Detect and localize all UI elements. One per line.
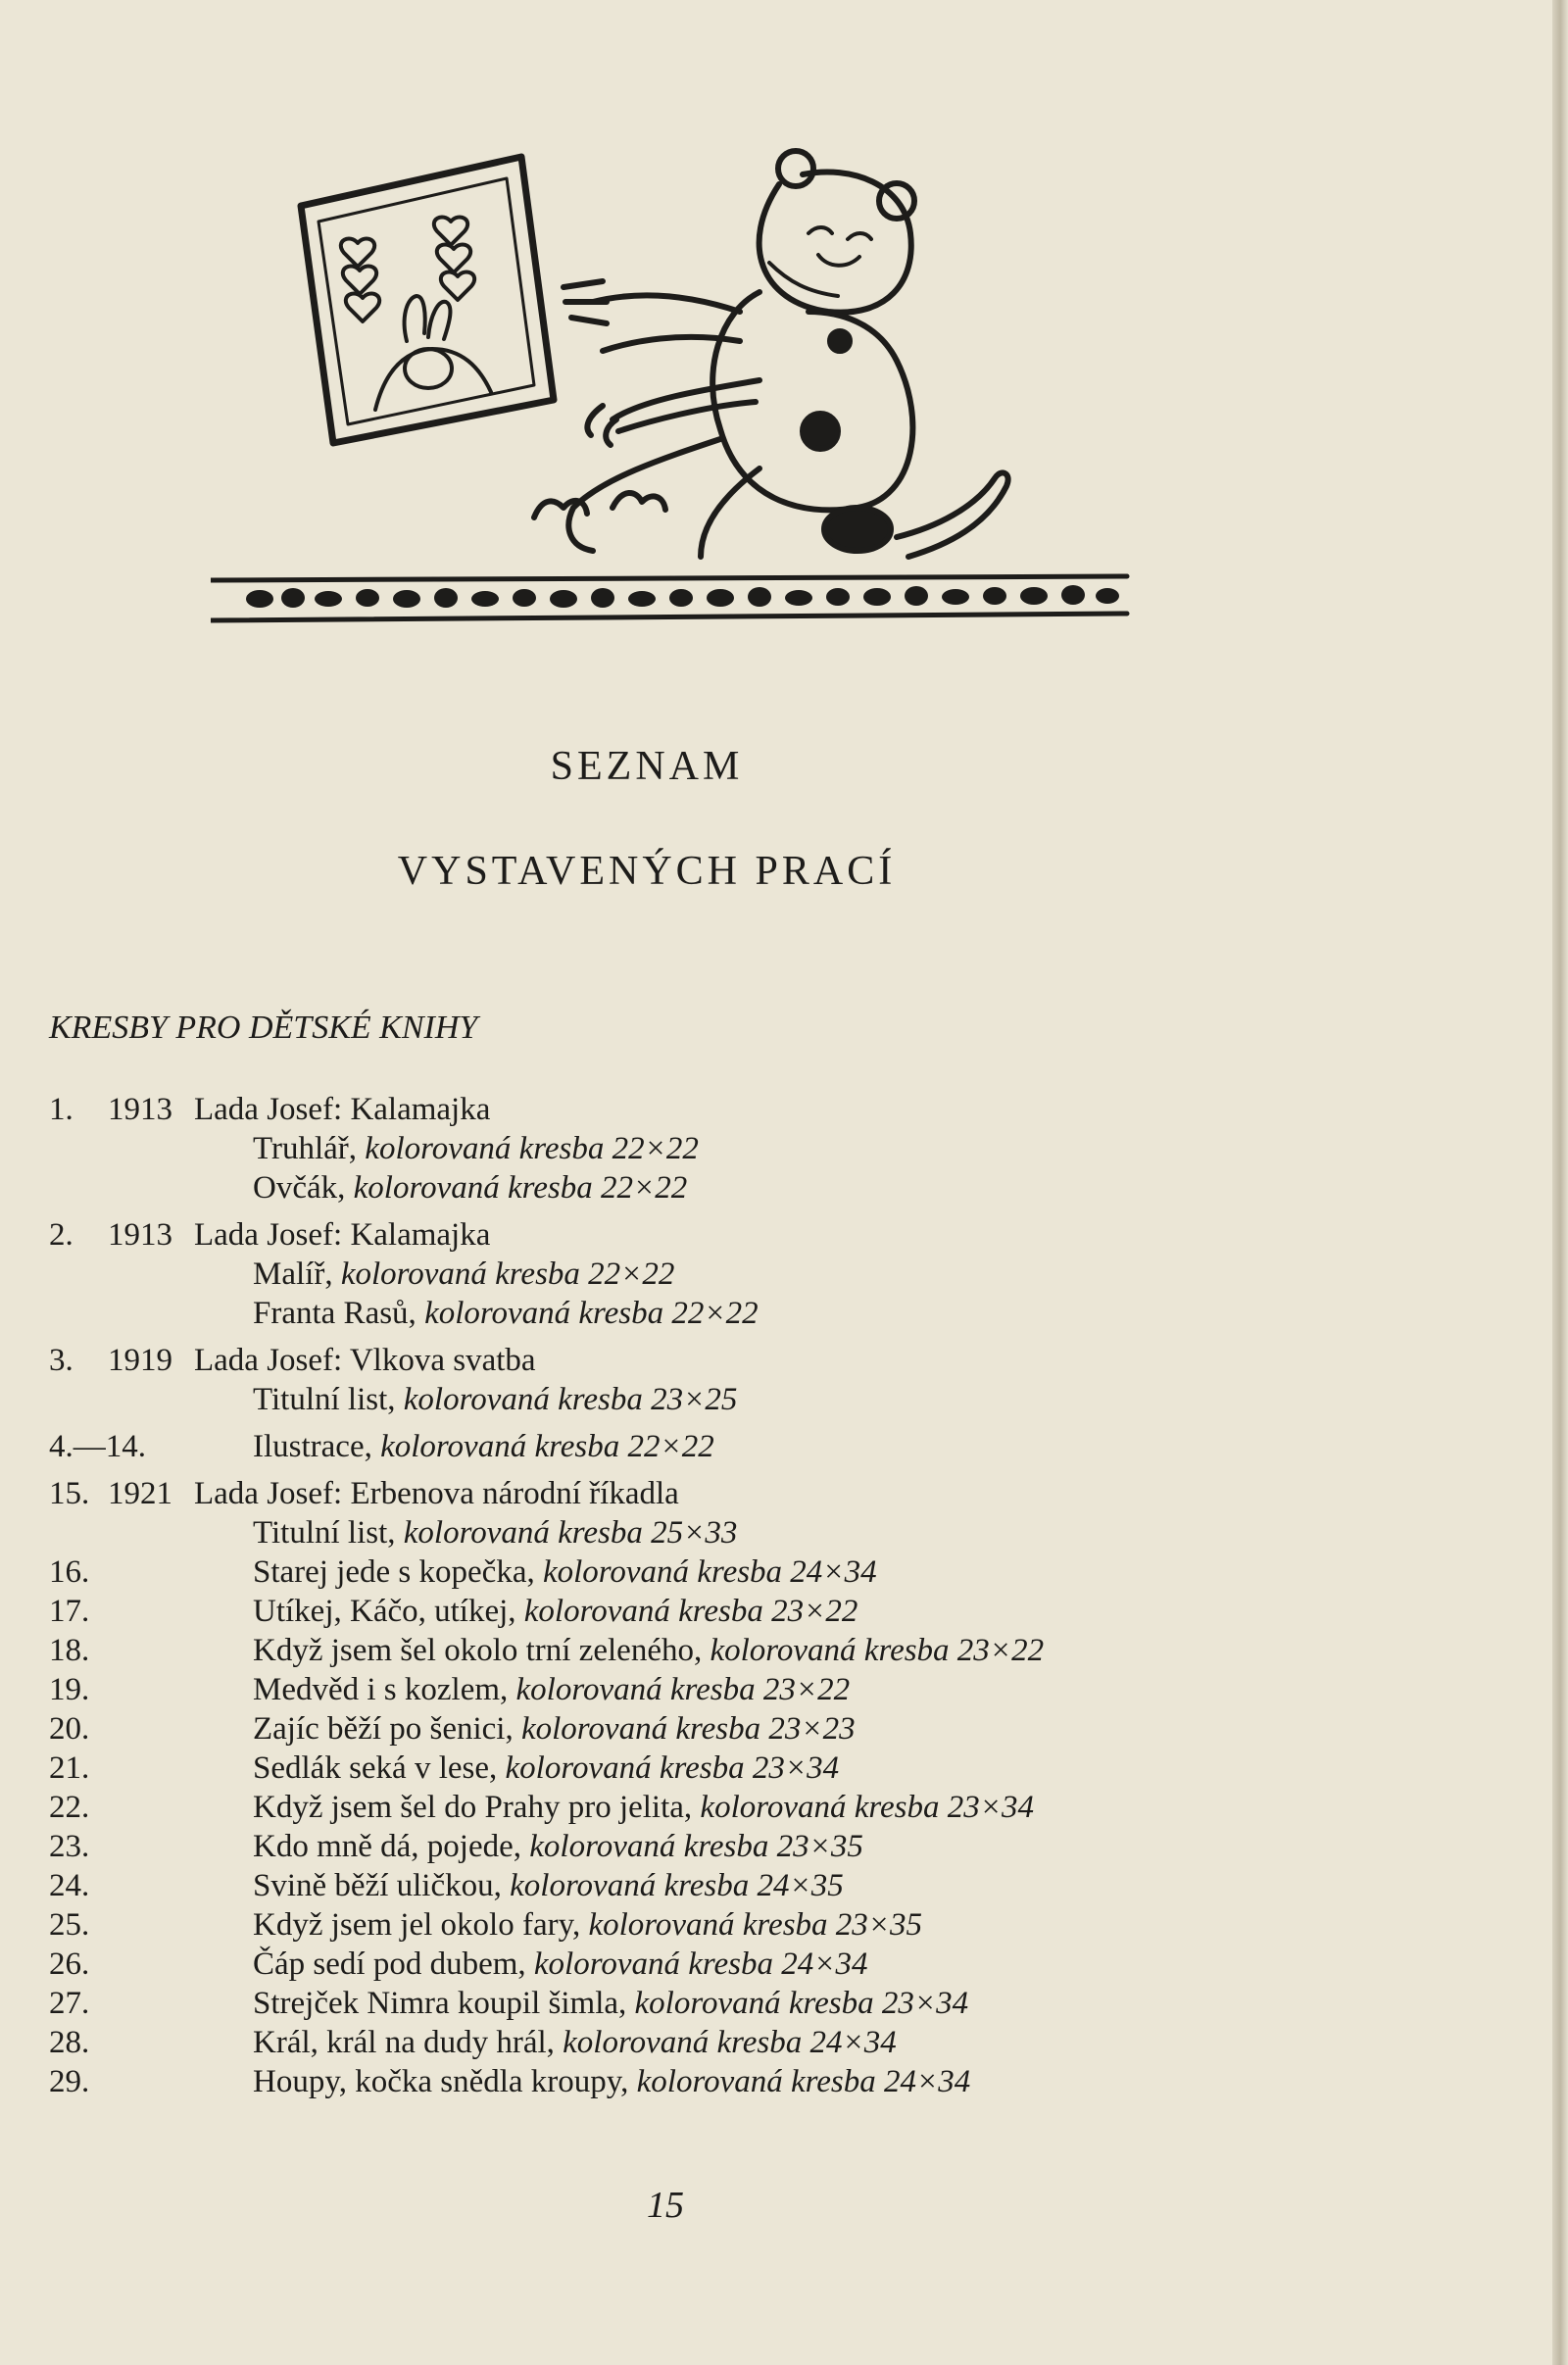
- entry-work-title: Utíkej, Káčo, utíkej,: [253, 1594, 516, 1629]
- entry-gap: [0, 1333, 1529, 1341]
- entry-medium: kolorovaná kresba 23×22: [710, 1633, 1045, 1668]
- entry-work-title: Když jsem jel okolo fary,: [253, 1907, 581, 1943]
- list-item: [0, 1380, 1529, 1419]
- entry-work: [253, 1749, 839, 1788]
- entry-work: [253, 2023, 897, 2062]
- entry-work-title: Král, král na dudy hrál,: [253, 2025, 555, 2060]
- entry-medium: kolorovaná kresba 23×35: [529, 1829, 863, 1864]
- exhibited-works-list: [0, 1090, 1529, 2101]
- entry-work-title: Když jsem šel do Prahy pro jelita,: [253, 1790, 693, 1825]
- entry-work-title: Když jsem šel okolo trní zeleného,: [253, 1633, 703, 1668]
- list-item: [0, 1827, 1529, 1866]
- entry-number: 1.: [49, 1092, 74, 1127]
- list-item: [0, 1255, 1529, 1294]
- framed-picture-icon: [301, 157, 554, 443]
- entry-number: 26.: [49, 1946, 90, 1982]
- entry-work-title: Svině běží uličkou,: [253, 1868, 502, 1903]
- entry-work: [253, 1866, 844, 1905]
- entry-work-title: Sedlák seká v lese,: [253, 1750, 498, 1786]
- entry-work: [253, 1905, 922, 1945]
- entry-medium: kolorovaná kresba 23×34: [700, 1790, 1035, 1825]
- entry-gap: [0, 1466, 1529, 1474]
- list-item: [0, 1670, 1529, 1709]
- entry-work-title: Titulní list,: [253, 1382, 396, 1417]
- entry-work: [253, 2062, 970, 2101]
- entry-work: [253, 1827, 863, 1866]
- entry-medium: kolorovaná kresba 22×22: [365, 1131, 699, 1166]
- entry-work-title: Malíř,: [253, 1256, 333, 1292]
- list-item: [0, 1945, 1529, 1984]
- entry-number: 18.: [49, 1633, 90, 1668]
- entry-gap: [0, 1207, 1529, 1215]
- entry-medium: kolorovaná kresba 23×34: [505, 1750, 840, 1786]
- entry-medium: kolorovaná kresba 24×34: [563, 2025, 897, 2060]
- entry-work: [253, 1709, 856, 1749]
- entry-medium: kolorovaná kresba 23×22: [515, 1672, 851, 1707]
- entry-number: 23.: [49, 1829, 90, 1864]
- entry-number: 16.: [49, 1554, 90, 1590]
- decorated-ground-strip: [211, 576, 1127, 620]
- entry-medium: kolorovaná kresba 25×33: [403, 1515, 738, 1551]
- entry-year: 1921: [108, 1476, 172, 1511]
- entry-medium: kolorovaná kresba 24×35: [510, 1868, 844, 1903]
- entry-year: 1913: [108, 1217, 172, 1253]
- list-item: [0, 1631, 1529, 1670]
- entry-work: [253, 1129, 699, 1168]
- list-item: [0, 2023, 1529, 2062]
- entry-author-title: Lada Josef: Erbenova národní říkadla: [194, 1476, 679, 1511]
- list-item: [0, 1788, 1529, 1827]
- entry-work: [253, 1380, 737, 1419]
- entry-work: [253, 1788, 1034, 1827]
- list-item: [0, 1090, 1529, 1129]
- entry-medium: kolorovaná kresba 23×23: [520, 1711, 856, 1747]
- entry-work: [253, 1427, 714, 1466]
- entry-number: 27.: [49, 1986, 90, 2021]
- entry-work: [253, 1255, 674, 1294]
- entry-work-title: Titulní list,: [253, 1515, 396, 1551]
- entry-number: 15.: [49, 1476, 90, 1511]
- entry-medium: kolorovaná kresba 22×22: [340, 1256, 675, 1292]
- entry-work: [253, 1945, 868, 1984]
- entry-author-title: Lada Josef: Kalamajka: [194, 1217, 491, 1253]
- entry-number: 19.: [49, 1672, 90, 1707]
- entry-number: 24.: [49, 1868, 90, 1903]
- entry-author-title: Lada Josef: Kalamajka: [194, 1092, 491, 1127]
- entry-work-title: Strejček Nimra koupil šimla,: [253, 1986, 627, 2021]
- list-item: [0, 1129, 1529, 1168]
- entry-medium: kolorovaná kresba 23×34: [634, 1986, 969, 2021]
- entry-medium: kolorovaná kresba 23×22: [523, 1594, 858, 1629]
- entry-medium: kolorovaná kresba 23×35: [588, 1907, 923, 1943]
- entry-gap: [0, 1419, 1529, 1427]
- entry-medium: kolorovaná kresba 24×34: [636, 2064, 971, 2099]
- list-item: [0, 1984, 1529, 2023]
- entry-work: [253, 1592, 858, 1631]
- list-item: [0, 1294, 1529, 1333]
- section-label: KRESBY PRO DĚTSKÉ KNIHY: [49, 1010, 478, 1046]
- entry-number: 22.: [49, 1790, 90, 1825]
- entry-work-title: Houpy, kočka snědla kroupy,: [253, 2064, 629, 2099]
- entry-work: [253, 1670, 850, 1709]
- entry-number: 20.: [49, 1711, 90, 1747]
- entry-number: 28.: [49, 2025, 90, 2060]
- list-item: [0, 1866, 1529, 1905]
- entry-medium: kolorovaná kresba 22×22: [353, 1170, 688, 1206]
- entry-work-title: Čáp sedí pod dubem,: [253, 1946, 526, 1982]
- page-number: 15: [647, 2185, 684, 2226]
- entry-number: 25.: [49, 1907, 90, 1943]
- page-edge: [1552, 0, 1568, 2365]
- list-item: [0, 1592, 1529, 1631]
- entry-work-title: Starej jede s kopečka,: [253, 1554, 535, 1590]
- entry-work: [253, 1168, 687, 1207]
- list-item: [0, 1709, 1529, 1749]
- list-item: [0, 1427, 1529, 1466]
- list-item: [0, 1552, 1529, 1592]
- entry-number: 17.: [49, 1594, 90, 1629]
- heading-seznam: SEZNAM: [550, 744, 744, 789]
- entry-work-title: Kdo mně dá, pojede,: [253, 1829, 522, 1864]
- entry-year: 1919: [108, 1343, 172, 1378]
- entry-medium: kolorovaná kresba 23×25: [403, 1382, 738, 1417]
- list-item: [0, 1474, 1529, 1513]
- entry-work: [253, 1631, 1044, 1670]
- entry-work-title: Franta Rasů,: [253, 1296, 416, 1331]
- entry-medium: kolorovaná kresba 24×34: [533, 1946, 868, 1982]
- list-item: [0, 2062, 1529, 2101]
- list-item: [0, 1749, 1529, 1788]
- entry-work-title: Truhlář,: [253, 1131, 358, 1166]
- entry-work-title: Medvěd i s kozlem,: [253, 1672, 509, 1707]
- bear-icon: [534, 151, 1008, 557]
- entry-medium: kolorovaná kresba 22×22: [424, 1296, 759, 1331]
- entry-number: 21.: [49, 1750, 90, 1786]
- entry-number: 3.: [49, 1343, 74, 1378]
- entry-work-title: Ilustrace,: [253, 1429, 372, 1464]
- entry-year: 1913: [108, 1092, 172, 1127]
- list-item: [0, 1513, 1529, 1552]
- entry-work-title: Ovčák,: [253, 1170, 346, 1206]
- list-item: [0, 1341, 1529, 1380]
- entry-work: [253, 1984, 968, 2023]
- entry-work: [253, 1294, 759, 1333]
- list-item: [0, 1905, 1529, 1945]
- entry-number: 2.: [49, 1217, 74, 1253]
- entry-number: 29.: [49, 2064, 90, 2099]
- entry-work: [253, 1513, 737, 1552]
- entry-medium: kolorovaná kresba 22×22: [380, 1429, 714, 1464]
- bear-drawing-illustration: [211, 145, 1142, 645]
- entry-number: 4.—14.: [49, 1429, 146, 1464]
- entry-medium: kolorovaná kresba 24×34: [542, 1554, 877, 1590]
- entry-author-title: Lada Josef: Vlkova svatba: [194, 1343, 536, 1378]
- heading-vystavenych-praci: VYSTAVENÝCH PRACÍ: [397, 849, 897, 894]
- list-item: [0, 1215, 1529, 1255]
- entry-work: [253, 1552, 877, 1592]
- entry-work-title: Zajíc běží po šenici,: [253, 1711, 514, 1747]
- list-item: [0, 1168, 1529, 1207]
